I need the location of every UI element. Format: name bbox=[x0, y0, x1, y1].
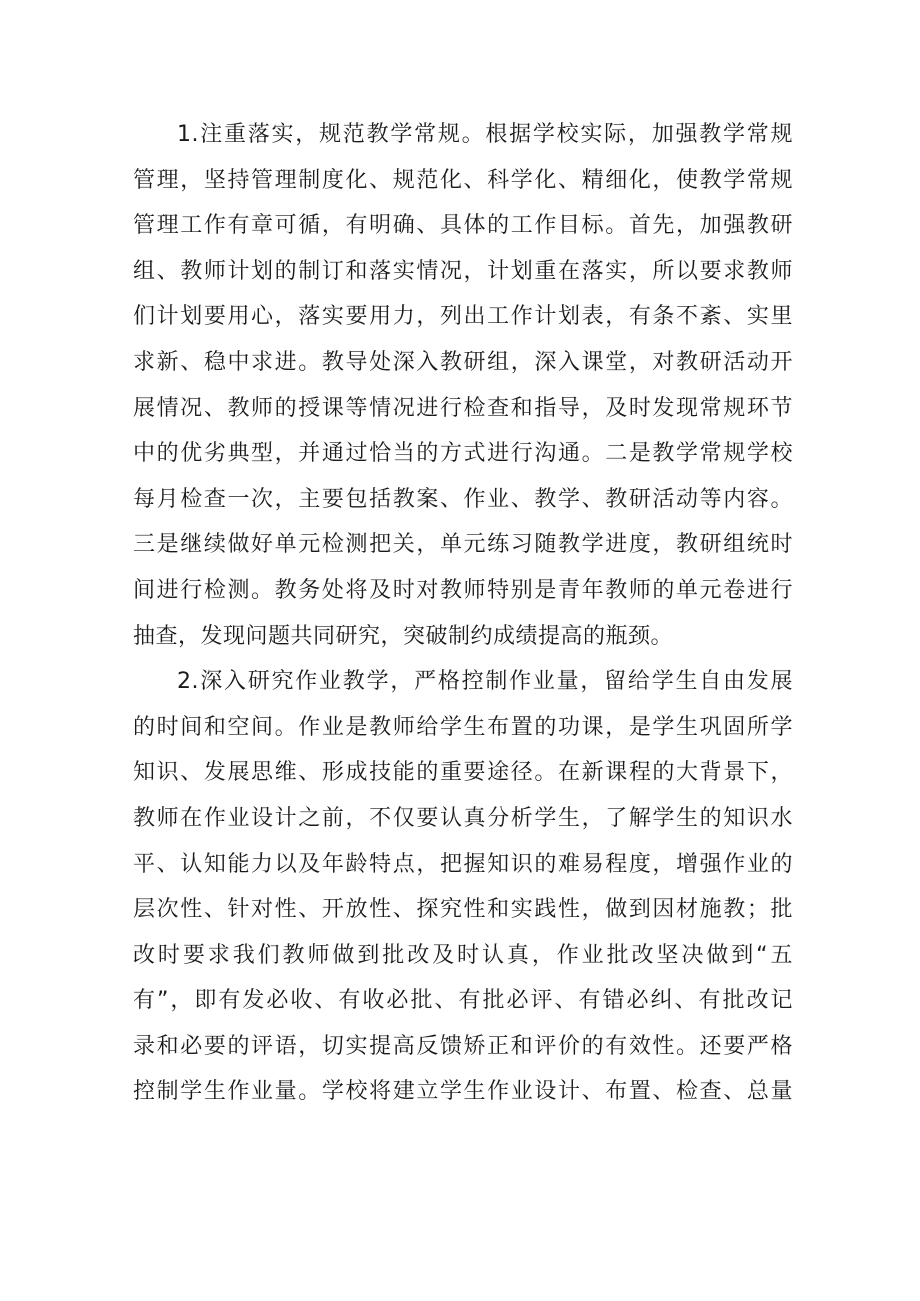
paragraph-line: 三是继续做好单元检测把关，单元练习随教学进度，教研组统时 bbox=[133, 532, 793, 558]
paragraph-line: 录和必要的评语，切实提高反馈矫正和评价的有效性。还要严格 bbox=[133, 1033, 793, 1059]
paragraph-1 bbox=[133, 112, 793, 659]
paragraph-line: 改时要求我们教师做到批改及时认真，作业批改坚决做到“五 bbox=[133, 942, 793, 968]
paragraph-line: 求新、稳中求进。教导处深入教研组，深入课堂，对教研活动开 bbox=[133, 349, 793, 375]
paragraph-line: 知识、发展思维、形成技能的重要途径。在新课程的大背景下， bbox=[133, 760, 793, 786]
paragraph-line: 们计划要用心，落实要用力，列出工作计划表，有条不紊、实里 bbox=[133, 304, 793, 330]
paragraph-2 bbox=[133, 659, 793, 1115]
paragraph-line: 中的优劣典型，并通过恰当的方式进行沟通。二是教学常规学校 bbox=[133, 441, 793, 467]
paragraph-line: 2.深入研究作业教学，严格控制作业量，留给学生自由发展 bbox=[177, 669, 793, 695]
paragraph-line: 有”，即有发必收、有收必批、有批必评、有错必纠、有批改记 bbox=[133, 988, 793, 1014]
paragraph-line: 组、教师计划的制订和落实情况，计划重在落实，所以要求教师 bbox=[133, 258, 793, 284]
paragraph-line: 平、认知能力以及年龄特点，把握知识的难易程度，增强作业的 bbox=[133, 851, 793, 877]
paragraph-line: 管理，坚持管理制度化、规范化、科学化、精细化，使教学常规 bbox=[133, 167, 793, 193]
paragraph-line: 1.注重落实，规范教学常规。根据学校实际，加强教学常规 bbox=[177, 122, 793, 147]
paragraph-line: 管理工作有章可循，有明确、具体的工作目标。首先，加强教研 bbox=[133, 213, 793, 239]
paragraph-line: 抽查，发现问题共同研究，突破制约成绩提高的瓶颈。 bbox=[133, 623, 674, 649]
paragraph-line: 层次性、针对性、开放性、探究性和实践性，做到因材施教；批 bbox=[133, 897, 793, 923]
paragraph-line: 的时间和空间。作业是教师给学生布置的功课，是学生巩固所学 bbox=[133, 714, 793, 740]
paragraph-line: 每月检查一次，主要包括教案、作业、教学、教研活动等内容。 bbox=[133, 486, 793, 512]
paragraph-line: 展情况、教师的授课等情况进行检查和指导，及时发现常规环节 bbox=[133, 395, 793, 421]
paragraph-line: 教师在作业设计之前，不仅要认真分析学生，了解学生的知识水 bbox=[133, 805, 793, 831]
paragraph-line: 控制学生作业量。学校将建立学生作业设计、布置、检查、总量 bbox=[133, 1079, 793, 1105]
paragraph-line: 间进行检测。教务处将及时对教师特别是青年教师的单元卷进行 bbox=[133, 577, 793, 603]
body-text bbox=[133, 112, 793, 1115]
